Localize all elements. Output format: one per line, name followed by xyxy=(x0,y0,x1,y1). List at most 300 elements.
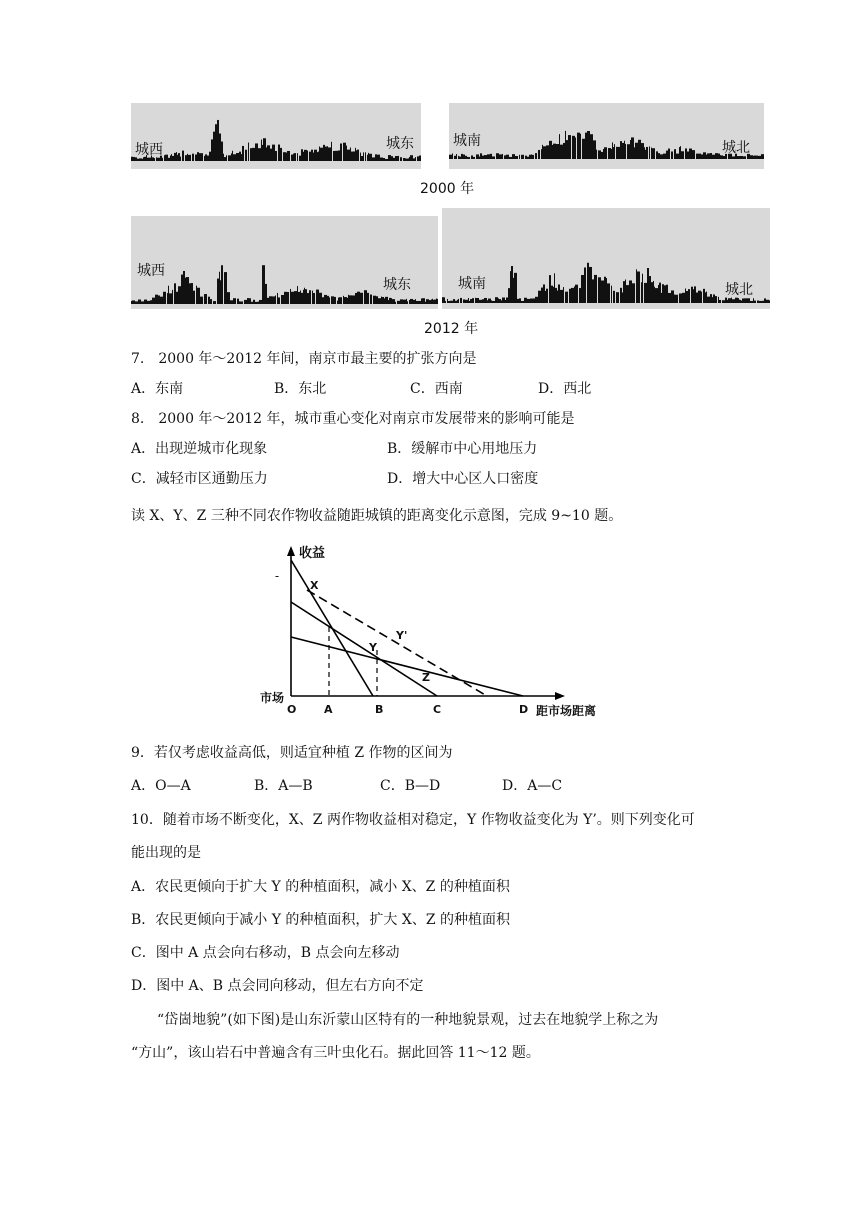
skyline-building xyxy=(463,299,465,303)
skyline-building xyxy=(574,286,575,303)
curve-label-y: Y xyxy=(369,641,377,654)
skyline-building xyxy=(150,300,151,304)
skyline-building xyxy=(209,152,211,161)
skyline-building xyxy=(511,266,513,303)
skyline-building xyxy=(560,290,563,303)
skyline-building xyxy=(416,301,418,304)
skyline-building xyxy=(204,156,205,161)
skyline-building xyxy=(467,157,470,159)
skyline-building xyxy=(432,299,433,304)
skyline-building xyxy=(182,151,184,161)
skyline-building xyxy=(465,156,467,159)
skyline-building xyxy=(649,146,650,159)
skyline-building xyxy=(666,151,668,159)
skyline-building xyxy=(250,148,252,161)
skyline-building xyxy=(357,150,359,161)
skyline-building xyxy=(320,148,323,161)
skyline-building xyxy=(655,288,658,303)
skyline-building xyxy=(519,298,521,303)
skyline-building xyxy=(623,281,625,303)
skyline-building xyxy=(307,293,309,304)
skyline-building xyxy=(568,135,571,159)
skyline-building xyxy=(509,157,512,159)
skyline-building xyxy=(480,153,482,159)
skyline-building xyxy=(490,154,492,159)
label-north: 城北 xyxy=(722,140,750,156)
skyline-building xyxy=(455,301,457,303)
skyline-building xyxy=(249,298,251,304)
skyline-building xyxy=(691,287,693,303)
skyline-building xyxy=(644,147,645,159)
skyline-building xyxy=(703,152,706,159)
skyline-building xyxy=(577,133,580,159)
q7-option-a: A．东南 xyxy=(131,381,184,397)
skyline-building xyxy=(587,263,589,303)
skyline-building xyxy=(220,280,221,304)
skyline-building xyxy=(165,155,168,161)
skyline-building xyxy=(457,300,458,303)
skyline-building xyxy=(410,155,413,161)
skyline-building xyxy=(543,284,545,303)
skyline-building xyxy=(484,298,487,303)
skyline-building xyxy=(616,292,619,303)
skyline-building xyxy=(409,157,410,161)
skyline-building xyxy=(167,293,168,304)
skyline-building xyxy=(339,297,342,304)
skyline-building xyxy=(370,295,372,304)
skyline-building xyxy=(499,154,502,159)
skyline-silhouette xyxy=(442,208,770,309)
skyline-building xyxy=(634,147,635,159)
skyline-building xyxy=(659,283,661,303)
skyline-building xyxy=(527,299,530,303)
skyline-building xyxy=(304,150,307,161)
skyline-building xyxy=(211,139,213,161)
skyline-building xyxy=(449,155,452,159)
skyline-building xyxy=(715,296,717,303)
skyline-building xyxy=(558,284,560,303)
skyline-building xyxy=(131,301,132,304)
skyline-building xyxy=(613,147,614,159)
skyline-building xyxy=(365,152,366,161)
skyline-building xyxy=(756,156,758,159)
skyline-building xyxy=(506,297,508,303)
skyline-building xyxy=(226,155,227,161)
skyline-building xyxy=(652,148,655,159)
skyline-building xyxy=(630,140,631,159)
crop-revenue-graph xyxy=(255,540,615,720)
skyline-building xyxy=(740,300,741,303)
skyline-building xyxy=(675,149,676,159)
skyline-building xyxy=(328,147,331,161)
q8-option-b: B．缓解市中心用地压力 xyxy=(387,441,538,457)
skyline-building xyxy=(647,268,649,303)
skyline-building xyxy=(627,144,630,159)
skyline-building xyxy=(177,155,178,161)
skyline-building xyxy=(571,288,574,303)
skyline-building xyxy=(713,294,715,303)
skyline-building xyxy=(593,140,596,159)
skyline-building xyxy=(174,153,176,161)
skyline-building xyxy=(197,152,199,161)
skyline-building xyxy=(671,151,673,159)
skyline-building xyxy=(651,148,652,159)
skyline-building xyxy=(327,146,328,161)
skyline-building xyxy=(269,296,272,304)
skyline-building xyxy=(299,156,301,161)
skyline-building xyxy=(406,159,408,161)
skyline-building xyxy=(703,289,705,303)
skyline-silhouette xyxy=(131,216,438,309)
skyline-building xyxy=(275,151,277,161)
skyline-building xyxy=(637,271,640,303)
skyline-building xyxy=(255,143,258,161)
skyline-building xyxy=(187,154,188,161)
skyline-building xyxy=(389,298,391,304)
q10-option-b: B．农民更倾向于减小 Y 的种植面积，扩大 X、Z 的种植面积 xyxy=(131,912,511,928)
year-label-2000: 2000 年 xyxy=(420,181,475,197)
skyline-building xyxy=(286,153,287,161)
skyline-building xyxy=(727,300,728,303)
skyline-building xyxy=(178,286,181,304)
skyline-building xyxy=(380,158,383,161)
skyline-building xyxy=(620,288,622,303)
skyline-building xyxy=(472,298,474,303)
skyline-building xyxy=(323,145,325,161)
skyline-building xyxy=(434,300,436,304)
skyline-building xyxy=(769,300,770,303)
skyline-building xyxy=(135,301,138,304)
skyline-building xyxy=(560,145,563,159)
year-label-2012: 2012 年 xyxy=(424,321,479,337)
y-axis-label: 收益 xyxy=(299,546,326,561)
skyline-building xyxy=(452,153,453,159)
skyline-building xyxy=(458,156,459,159)
skyline-building xyxy=(316,290,319,304)
skyline-building xyxy=(291,292,294,304)
skyline-building xyxy=(604,277,606,303)
point-d-label: D xyxy=(519,703,529,716)
skyline-building xyxy=(272,296,275,304)
skyline-building xyxy=(635,143,638,159)
skyline-building xyxy=(407,301,408,304)
skyline-building xyxy=(482,156,484,159)
skyline-building xyxy=(178,153,180,161)
skyline-building xyxy=(363,152,364,161)
intro-11-12-line2: “方山”，该山岩石中普遍含有三叶虫化石。据此回答 11～12 题。 xyxy=(131,1045,540,1061)
skyline-building xyxy=(625,280,626,303)
skyline-building xyxy=(694,150,695,159)
skyline-building xyxy=(400,299,403,304)
skyline-building xyxy=(253,300,255,304)
skyline-building xyxy=(508,288,510,303)
skyline-building xyxy=(413,300,415,304)
skyline-building xyxy=(197,288,200,304)
skyline-building xyxy=(378,298,381,304)
skyline-building xyxy=(492,301,495,303)
skyline-building xyxy=(612,142,613,159)
skyline-building xyxy=(360,153,361,161)
skyline-2000-west-east xyxy=(131,103,421,169)
skyline-building xyxy=(429,300,431,304)
skyline-building xyxy=(447,299,448,303)
skyline-building xyxy=(459,156,460,159)
y-axis-arrow xyxy=(287,546,295,556)
skyline-building xyxy=(445,301,446,303)
skyline-2012-south-north xyxy=(442,208,770,309)
skyline-building xyxy=(625,144,626,159)
skyline-building xyxy=(557,291,558,303)
skyline-building xyxy=(195,155,197,161)
skyline-building xyxy=(294,153,296,161)
skyline-building xyxy=(207,156,209,161)
skyline-building xyxy=(519,155,520,159)
skyline-building xyxy=(461,154,463,159)
skyline-building xyxy=(142,159,143,161)
skyline-building xyxy=(555,288,557,303)
skyline-building xyxy=(758,156,761,159)
skyline-building xyxy=(592,279,594,303)
skyline-building xyxy=(696,293,698,303)
skyline-building xyxy=(361,156,363,161)
skyline-building xyxy=(741,301,742,303)
skyline-building xyxy=(297,286,298,304)
skyline-building xyxy=(400,157,402,161)
skyline-building xyxy=(392,299,395,304)
skyline-building xyxy=(352,295,355,304)
skyline-building xyxy=(492,156,495,159)
skyline-building xyxy=(476,298,479,303)
skyline-building xyxy=(468,298,469,303)
q9-option-c: C．B—D xyxy=(380,778,441,794)
skyline-building xyxy=(598,277,601,303)
skyline-building xyxy=(638,140,641,159)
skyline-building xyxy=(381,297,382,304)
skyline-building xyxy=(701,154,703,159)
skyline-building xyxy=(338,298,339,304)
skyline-building xyxy=(668,149,670,159)
skyline-building xyxy=(616,147,617,159)
skyline-building xyxy=(653,281,654,303)
label-east: 城东 xyxy=(386,136,414,152)
skyline-building xyxy=(689,149,692,159)
skyline-building xyxy=(707,153,710,159)
skyline-building xyxy=(176,292,178,304)
skyline-building xyxy=(465,300,468,303)
skyline-building xyxy=(502,154,503,159)
skyline-building xyxy=(375,154,377,161)
skyline-building xyxy=(705,292,706,303)
skyline-building xyxy=(303,152,304,161)
skyline-building xyxy=(718,154,720,159)
skyline-2000-south-north xyxy=(449,103,764,169)
skyline-building xyxy=(353,151,355,161)
skyline-building xyxy=(344,297,347,304)
skyline-building xyxy=(312,291,313,304)
skyline-building xyxy=(664,285,666,303)
skyline-building xyxy=(275,296,276,304)
skyline-building xyxy=(641,282,642,303)
skyline-building xyxy=(132,300,135,304)
skyline-building xyxy=(309,290,311,304)
skyline-building xyxy=(319,293,322,304)
curve-label-z: Z xyxy=(422,671,430,684)
skyline-building xyxy=(762,301,764,303)
skyline-building xyxy=(698,291,701,303)
skyline-building xyxy=(495,297,498,303)
skyline-building xyxy=(262,265,265,304)
skyline-building xyxy=(385,159,388,161)
skyline-building xyxy=(205,154,207,161)
q10-option-c: C．图中 A 点会向右移动，B 点会向左移动 xyxy=(131,945,400,961)
label-south: 城南 xyxy=(453,133,481,149)
skyline-building xyxy=(666,285,668,303)
skyline-building xyxy=(297,153,298,161)
skyline-building xyxy=(221,265,223,304)
skyline-building xyxy=(575,137,576,159)
skyline-building xyxy=(349,295,352,304)
skyline-building xyxy=(329,297,330,304)
skyline-building xyxy=(542,145,543,159)
skyline-building xyxy=(191,283,193,304)
skyline-building xyxy=(515,156,518,159)
skyline-building xyxy=(549,141,552,159)
skyline-building xyxy=(155,295,158,304)
skyline-building xyxy=(248,143,249,161)
skyline-building xyxy=(715,153,718,159)
q8-option-d: D．增大中心区人口密度 xyxy=(387,471,539,487)
skyline-building xyxy=(566,140,568,159)
skyline-building xyxy=(712,155,715,159)
skyline-building xyxy=(277,293,278,304)
skyline-building xyxy=(707,297,710,303)
skyline-building xyxy=(307,151,308,161)
skyline-building xyxy=(646,147,648,159)
skyline-building xyxy=(524,298,527,303)
skyline-building xyxy=(347,298,348,304)
skyline-building xyxy=(754,301,756,303)
skyline-building xyxy=(589,267,592,303)
skyline-building xyxy=(327,296,329,304)
skyline-building xyxy=(622,292,623,303)
skyline-building xyxy=(651,282,653,303)
skyline-building xyxy=(395,156,398,161)
skyline-building xyxy=(313,293,315,304)
skyline-building xyxy=(417,156,419,161)
svg-text:-: - xyxy=(275,569,280,583)
skyline-building xyxy=(535,297,538,303)
skyline-building xyxy=(611,149,612,159)
skyline-building xyxy=(357,292,360,304)
skyline-building xyxy=(463,155,465,159)
skyline-building xyxy=(761,154,764,159)
skyline-building xyxy=(208,297,210,304)
skyline-building xyxy=(431,299,432,304)
skyline-building xyxy=(272,145,275,161)
skyline-building xyxy=(720,155,721,159)
skyline-building xyxy=(584,268,586,303)
skyline-building xyxy=(141,301,144,304)
q9-option-a: A．O—A xyxy=(131,778,191,794)
skyline-building xyxy=(343,143,346,161)
skyline-building xyxy=(170,155,171,161)
skyline-building xyxy=(681,151,684,159)
question-7-stem: 7. 2000 年～2012 年间，南京市最主要的扩张方向是 xyxy=(131,351,477,367)
skyline-building xyxy=(722,300,723,303)
skyline-building xyxy=(169,293,172,304)
skyline-building xyxy=(565,292,568,303)
skyline-building xyxy=(742,298,744,303)
skyline-building xyxy=(753,298,754,303)
skyline-building xyxy=(304,288,305,304)
skyline-building xyxy=(436,299,437,304)
skyline-building xyxy=(757,301,759,303)
skyline-building xyxy=(300,290,301,304)
skyline-building xyxy=(266,147,267,161)
skyline-building xyxy=(233,154,236,161)
skyline-building xyxy=(656,151,658,159)
skyline-building xyxy=(168,286,169,304)
skyline-building xyxy=(601,152,603,159)
skyline-building xyxy=(510,271,511,303)
skyline-building xyxy=(322,297,324,304)
skyline-building xyxy=(454,156,456,159)
skyline-building xyxy=(744,298,747,303)
skyline-building xyxy=(418,301,421,304)
skyline-building xyxy=(626,285,629,303)
skyline-building xyxy=(422,298,425,304)
skyline-building xyxy=(484,155,487,159)
skyline-building xyxy=(433,300,434,304)
skyline-building xyxy=(233,298,236,304)
skyline-building xyxy=(188,155,191,161)
skyline-building xyxy=(517,299,519,303)
skyline-building xyxy=(309,152,311,161)
intro-9-10: 读 X、Y、Z 三种不同农作物收益随距城镇的距离变化示意图，完成 9~10 题。 xyxy=(131,508,623,524)
skyline-building xyxy=(224,157,226,161)
skyline-building xyxy=(152,298,155,304)
skyline-building xyxy=(543,146,546,159)
skyline-building xyxy=(231,153,232,161)
line-z xyxy=(291,637,523,696)
skyline-building xyxy=(237,299,239,304)
skyline-building xyxy=(590,134,593,159)
skyline-building xyxy=(204,294,207,304)
skyline-building xyxy=(287,292,289,304)
skyline-building xyxy=(552,145,553,159)
skyline-building xyxy=(343,296,344,304)
skyline-building xyxy=(404,300,406,304)
skyline-building xyxy=(444,297,445,303)
skyline-building xyxy=(686,291,688,303)
skyline-building xyxy=(368,153,369,161)
skyline-building xyxy=(219,134,221,161)
skyline-building xyxy=(501,300,502,303)
skyline-building xyxy=(258,302,259,304)
skyline-building xyxy=(217,279,219,304)
x-axis-label: 距市场距离 xyxy=(536,704,597,718)
skyline-building xyxy=(240,301,243,304)
skyline-building xyxy=(364,290,367,304)
skyline-building xyxy=(200,297,203,304)
skyline-building xyxy=(425,302,426,304)
skyline-building xyxy=(679,293,682,303)
skyline-building xyxy=(631,137,634,159)
skyline-building xyxy=(442,297,444,303)
skyline-building xyxy=(181,275,183,304)
skyline-building xyxy=(318,152,319,161)
skyline-building xyxy=(335,151,338,161)
